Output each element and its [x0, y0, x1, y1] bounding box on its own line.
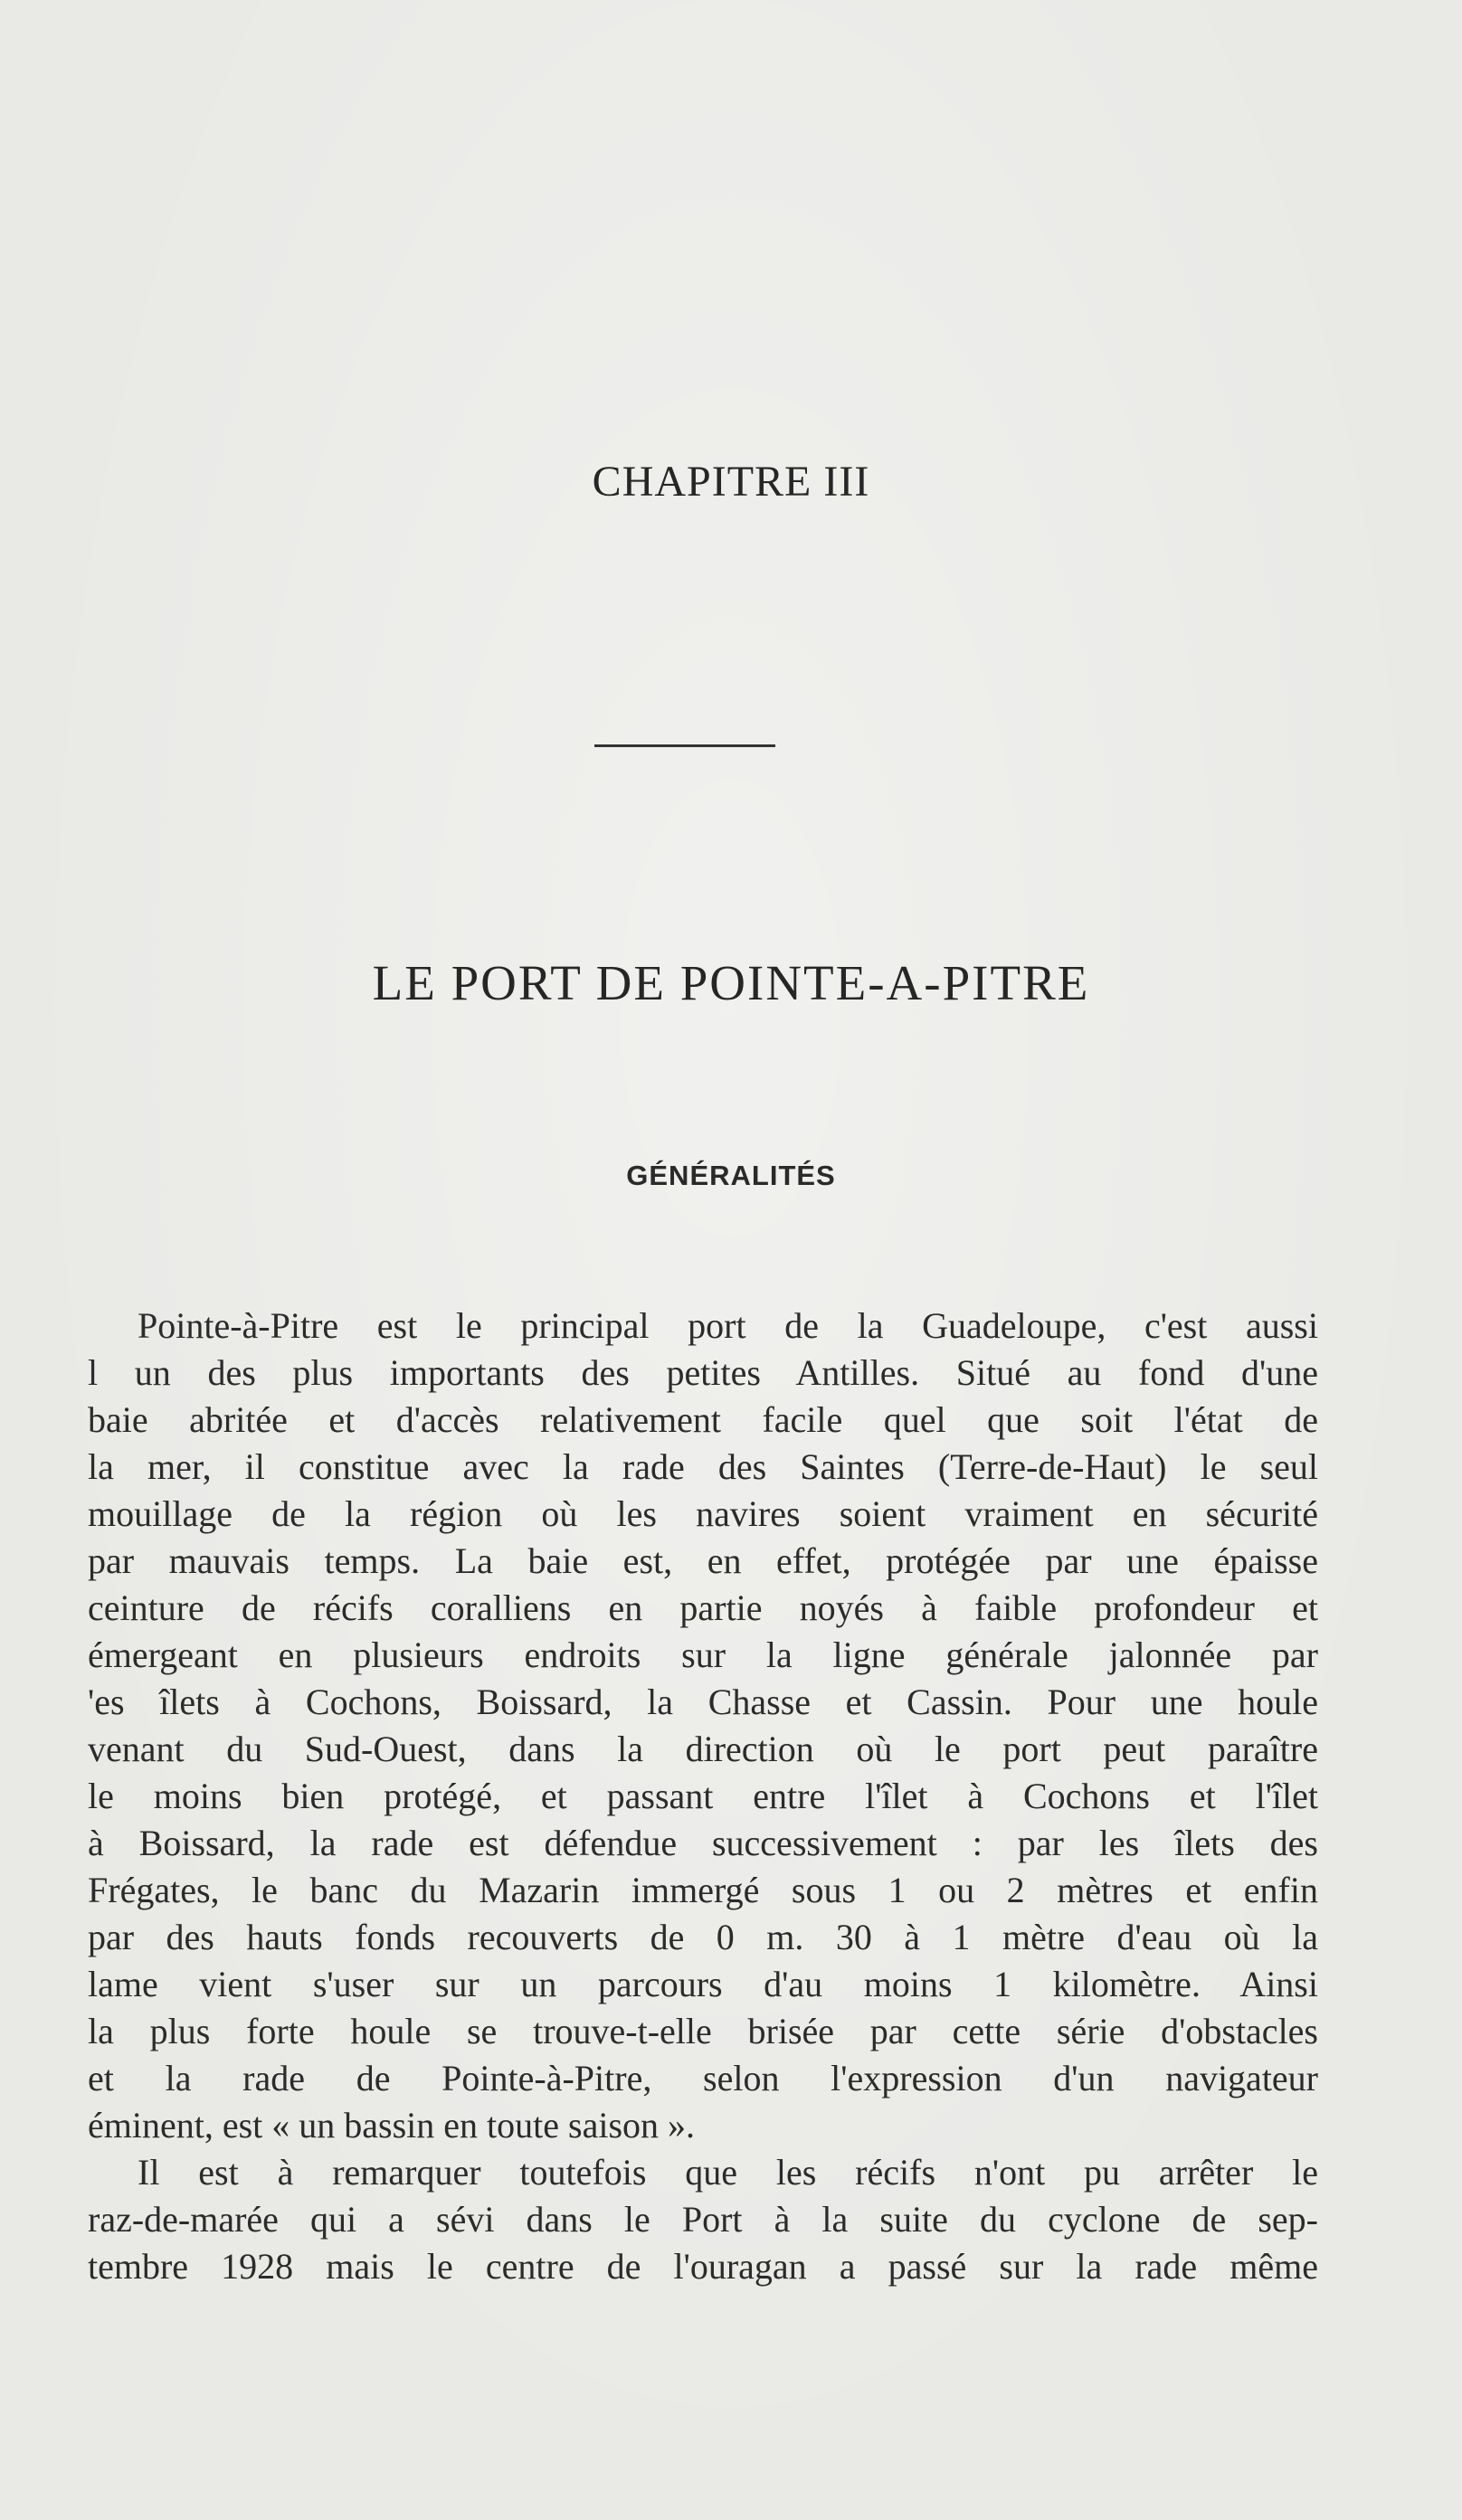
separator-rule [594, 744, 775, 747]
text-line: éminent, est « un bassin en toute saison ». [88, 2105, 696, 2146]
text-line: venant du Sud-Ouest, dans la direction où le port peut paraître [88, 1729, 1318, 1769]
text-line: Frégates, le banc du Mazarin immergé sous 1 ou 2 mètres et enfin [88, 1870, 1318, 1910]
text-line: ceinture de récifs coralliens en partie noyés à faible profondeur et [88, 1587, 1318, 1628]
text-line: émergeant en plusieurs endroits sur la ligne générale jalonnée par [88, 1634, 1318, 1675]
body-text [88, 1303, 1318, 2290]
text-line: l un des plus importants des petites Antilles. Situé au fond d'une [88, 1352, 1318, 1393]
page-title: LE PORT DE POINTE-A-PITRE [372, 955, 1090, 1010]
text-line: baie abritée et d'accès relativement facile quel que soit l'état de [88, 1399, 1318, 1440]
text-line: la mer, il constitue avec la rade des Saintes (Terre-de-Haut) le seul [88, 1446, 1318, 1487]
text-line: le moins bien protégé, et passant entre l'îlet à Cochons et l'îlet [88, 1776, 1318, 1816]
text-line: à Boissard, la rade est défendue successivement : par les îlets des [88, 1823, 1318, 1863]
text-line: 'es îlets à Cochons, Boissard, la Chasse et Cassin. Pour une houle [88, 1682, 1318, 1722]
text-line: par des hauts fonds recouverts de 0 m. 30 à 1 mètre d'eau où la [88, 1917, 1318, 1957]
text-line: Pointe-à-Pitre est le principal port de la Guadeloupe, c'est aussi [138, 1305, 1318, 1346]
text-line: Il est à remarquer toutefois que les récifs n'ont pu arrêter le [138, 2152, 1318, 2193]
text-line: et la rade de Pointe-à-Pitre, selon l'expression d'un navigateur [88, 2058, 1318, 2098]
chapter-heading: CHAPITRE III [592, 458, 870, 506]
text-line: mouillage de la région où les navires soient vraiment en sécurité [88, 1493, 1318, 1534]
text-line: la plus forte houle se trouve-t-elle brisée par cette série d'obstacles [88, 2011, 1318, 2051]
text-line: tembre 1928 mais le centre de l'ouragan a passé sur la rade même [88, 2246, 1318, 2287]
text-line: par mauvais temps. La baie est, en effet, protégée par une épaisse [88, 1540, 1318, 1581]
section-heading: GÉNÉRALITÉS [626, 1160, 836, 1191]
text-line: lame vient s'user sur un parcours d'au moins 1 kilomètre. Ainsi [88, 1964, 1318, 2004]
text-line: raz-de-marée qui a sévi dans le Port à la suite du cyclone de sep- [88, 2199, 1318, 2240]
